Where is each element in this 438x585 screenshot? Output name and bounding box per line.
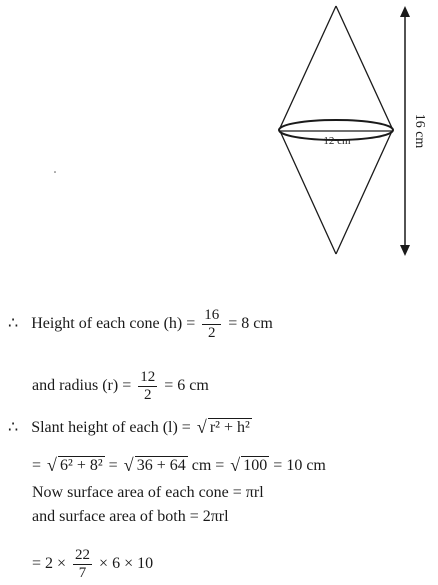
surface-area-both-text: and surface area of both = 2πrl — [32, 508, 229, 525]
slant-height-evaluation-line — [32, 456, 326, 476]
upper-cone-right-edge — [336, 6, 392, 128]
radius-fraction-denominator: 2 — [143, 387, 152, 403]
radicand-6-8: 6² + 8² — [60, 457, 103, 474]
radical-sign: √ — [47, 455, 57, 475]
equals-sign-1: = — [32, 457, 42, 474]
surface-area-each-text: Now surface area of each cone = πrl — [32, 484, 264, 501]
height-arrow-top-head — [400, 6, 410, 17]
therefore-symbol-2: ∴ — [8, 419, 19, 436]
radius-result: = 6 cm — [164, 377, 209, 395]
computation-line — [32, 547, 153, 582]
radius-fraction-numerator: 12 — [140, 369, 156, 385]
pi-fraction-numerator: 22 — [75, 547, 91, 563]
height-label: 16 cm — [412, 113, 427, 149]
therefore-symbol: ∴ — [8, 315, 19, 333]
computation-prefix: = 2 × — [32, 555, 67, 573]
lower-cone-left-edge — [280, 131, 336, 254]
height-fraction-numerator: 16 — [204, 307, 220, 323]
height-label-text: Height of each cone (h) = — [31, 315, 196, 333]
pi-fraction-denominator: 7 — [78, 565, 87, 581]
slant-height-radicand: r² + h² — [209, 419, 250, 436]
height-line — [8, 307, 273, 342]
surface-area-each-line — [32, 483, 264, 503]
radical-sign: √ — [230, 455, 241, 475]
radicand-100: 100 — [243, 457, 268, 474]
radicand-36-64: 36 + 64 — [136, 457, 186, 474]
slant-height-result: = 10 cm — [273, 457, 326, 474]
height-fraction-denominator: 2 — [208, 325, 216, 341]
surface-area-both-line — [32, 507, 229, 527]
double-cone-figure — [0, 0, 438, 290]
lower-cone-right-edge — [336, 131, 392, 254]
slant-height-line — [8, 418, 252, 438]
height-fraction — [202, 307, 221, 342]
equals-sign-2: = — [108, 457, 118, 474]
radical-sign: √ — [123, 455, 134, 475]
radius-fraction — [138, 369, 157, 404]
radical-100 — [230, 456, 269, 476]
slant-height-radical — [197, 418, 252, 438]
radical-36-64 — [124, 456, 188, 476]
radius-label-text: and radius (r) = — [32, 377, 132, 395]
slant-height-label-text: Slant height of each (l) = — [31, 419, 191, 436]
pi-fraction — [73, 547, 92, 582]
diameter-label: 12 cm — [323, 135, 351, 147]
speck-mark — [54, 171, 56, 173]
height-arrow-bottom-head — [400, 245, 410, 256]
radical-sign: √ — [196, 417, 207, 437]
radical-6-8 — [47, 456, 105, 476]
height-result: = 8 cm — [228, 315, 273, 333]
radius-line — [32, 369, 209, 404]
computation-suffix: × 6 × 10 — [99, 555, 154, 573]
upper-cone-left-edge — [280, 6, 336, 128]
unit-cm-equals: cm = — [191, 457, 225, 474]
